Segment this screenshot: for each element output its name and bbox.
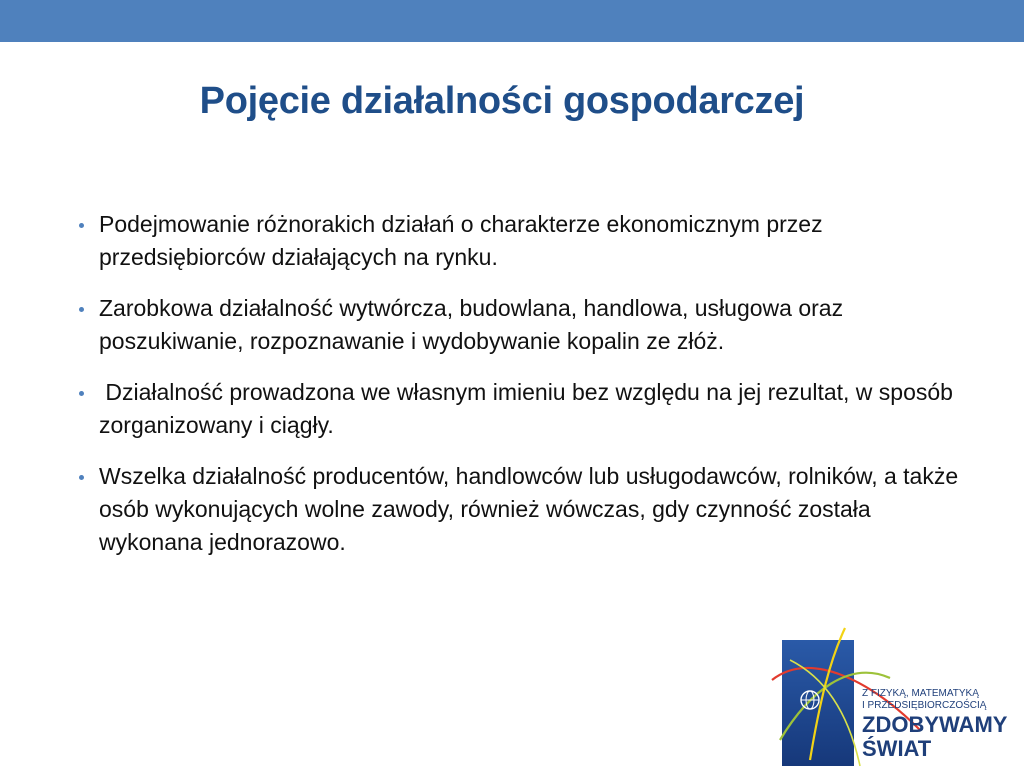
bullet-item [74, 460, 974, 559]
bullet-item [74, 376, 974, 442]
bullet-dot-icon [79, 391, 84, 396]
bullet-dot-icon [79, 307, 84, 312]
bullet-dot-icon [79, 223, 84, 228]
bullet-list [74, 208, 974, 577]
bullet-text: Działalność prowadzona we własnym imieniu bez względu na jej rezultat, w sposób zorganizowany i ciągły. [99, 379, 960, 438]
bullet-item [74, 208, 974, 274]
slide-title: Pojęcie działalności gospodarczej [199, 80, 805, 122]
bullet-item [74, 292, 974, 358]
bullet-text: Zarobkowa działalność wytwórcza, budowlana, handlowa, usługowa oraz poszukiwanie, rozpoznawanie i wydobywanie kopalin ze złóż. [99, 295, 844, 354]
logo-title: ŚWIAT [862, 736, 932, 761]
bullet-text: Podejmowanie różnorakich działań o charakterze ekonomicznym przez przedsiębiorców działających na rynku. [99, 211, 823, 270]
logo-title: ZDOBYWAMY [862, 712, 1008, 737]
bullet-text: Wszelka działalność producentów, handlowców lub usługodawców, rolników, a także osób wykonujących wolne zawody, również wówczas, gdy czynność została wykonana jednorazowo. [99, 463, 959, 555]
bullet-dot-icon [79, 475, 84, 480]
logo-tagline: Z FIZYKĄ, MATEMATYKĄ [862, 688, 979, 699]
top-bar [0, 0, 1024, 42]
logo-tagline: I PRZEDSIĘBIORCZOŚCIĄ [862, 700, 987, 711]
